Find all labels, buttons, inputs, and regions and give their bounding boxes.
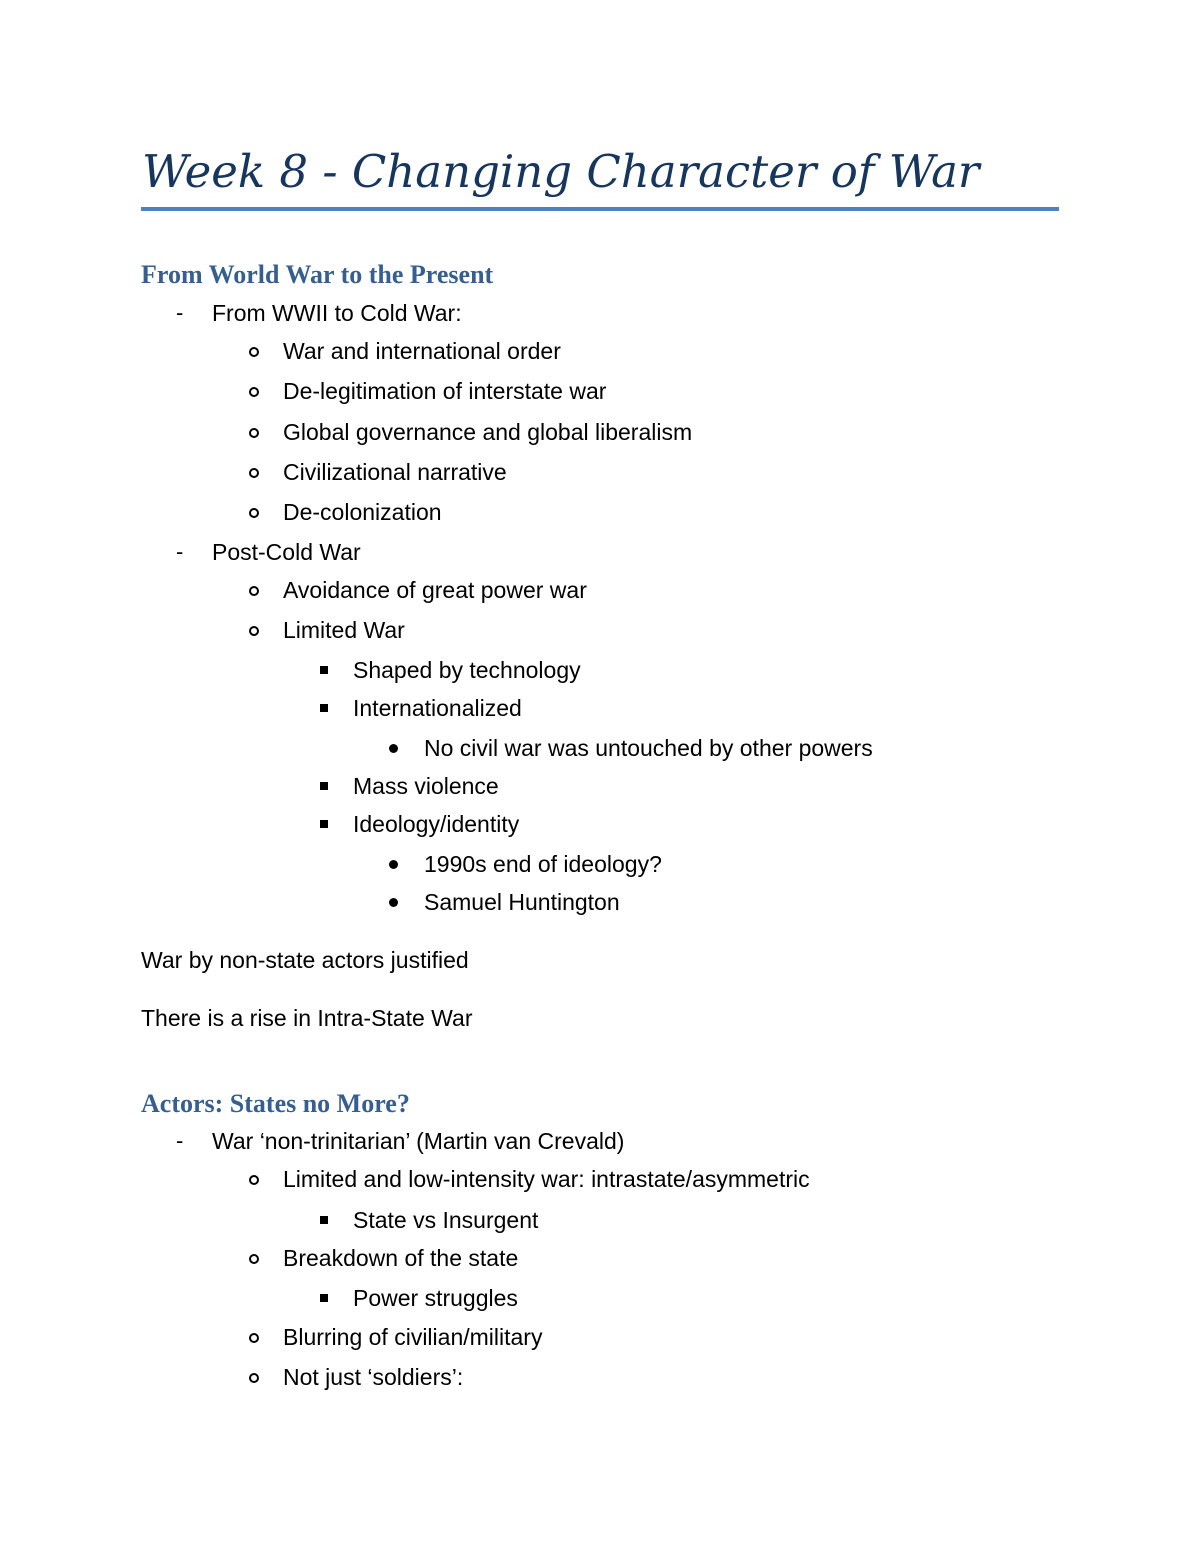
circle-bullet-icon [249, 508, 259, 518]
section-heading-actors: Actors: States no More? [141, 1089, 410, 1118]
square-bullet-icon [320, 1294, 328, 1302]
title-underline [141, 207, 1059, 211]
list-item: Avoidance of great power war [283, 577, 587, 603]
dot-bullet-icon [389, 744, 398, 753]
list-item: War ‘non-trinitarian’ (Martin van Crevald) [212, 1128, 625, 1154]
list-item: Global governance and global liberalism [283, 419, 693, 445]
dash-bullet-icon: - [176, 539, 184, 564]
circle-bullet-icon [249, 1333, 259, 1343]
list-item: Post-Cold War [212, 539, 361, 565]
dot-bullet-icon [389, 860, 398, 869]
list-item: Samuel Huntington [424, 889, 620, 915]
circle-bullet-icon [249, 586, 259, 596]
list-item: Ideology/identity [353, 811, 520, 837]
circle-bullet-icon [249, 428, 259, 438]
dash-bullet-icon: - [176, 1128, 184, 1153]
circle-bullet-icon [249, 468, 259, 478]
list-item: No civil war was untouched by other powers [424, 735, 873, 761]
list-item: De-legitimation of interstate war [283, 378, 607, 404]
circle-bullet-icon [249, 626, 259, 636]
list-item: From WWII to Cold War: [212, 300, 462, 326]
square-bullet-icon [320, 782, 328, 790]
list-item: Blurring of civilian/military [283, 1324, 543, 1350]
paragraph-intra-state-war: There is a rise in Intra-State War [141, 1005, 473, 1031]
list-item: 1990s end of ideology? [424, 851, 662, 877]
list-item: Internationalized [353, 695, 522, 721]
square-bullet-icon [320, 704, 328, 712]
list-item: Shaped by technology [353, 657, 581, 683]
list-item: Limited and low-intensity war: intrastate/asymmetric [283, 1166, 810, 1192]
circle-bullet-icon [249, 347, 259, 357]
square-bullet-icon [320, 820, 328, 828]
circle-bullet-icon [249, 1373, 259, 1383]
list-item: War and international order [283, 338, 561, 364]
dash-bullet-icon: - [176, 300, 184, 325]
list-item: Breakdown of the state [283, 1245, 519, 1271]
list-item: Not just ‘soldiers’: [283, 1364, 464, 1390]
section-heading-world-war: From World War to the Present [141, 260, 494, 289]
list-item: Power struggles [353, 1285, 518, 1311]
list-item: State vs Insurgent [353, 1207, 539, 1233]
list-item: De-colonization [283, 499, 442, 525]
square-bullet-icon [320, 666, 328, 674]
list-item: Limited War [283, 617, 405, 643]
dot-bullet-icon [389, 898, 398, 907]
page-title: Week 8 - Changing Character of War [142, 145, 980, 198]
circle-bullet-icon [249, 1254, 259, 1264]
list-item: Civilizational narrative [283, 459, 507, 485]
paragraph-non-state-actors: War by non-state actors justified [141, 947, 469, 973]
square-bullet-icon [320, 1216, 328, 1224]
circle-bullet-icon [249, 1175, 259, 1185]
list-item: Mass violence [353, 773, 499, 799]
circle-bullet-icon [249, 387, 259, 397]
